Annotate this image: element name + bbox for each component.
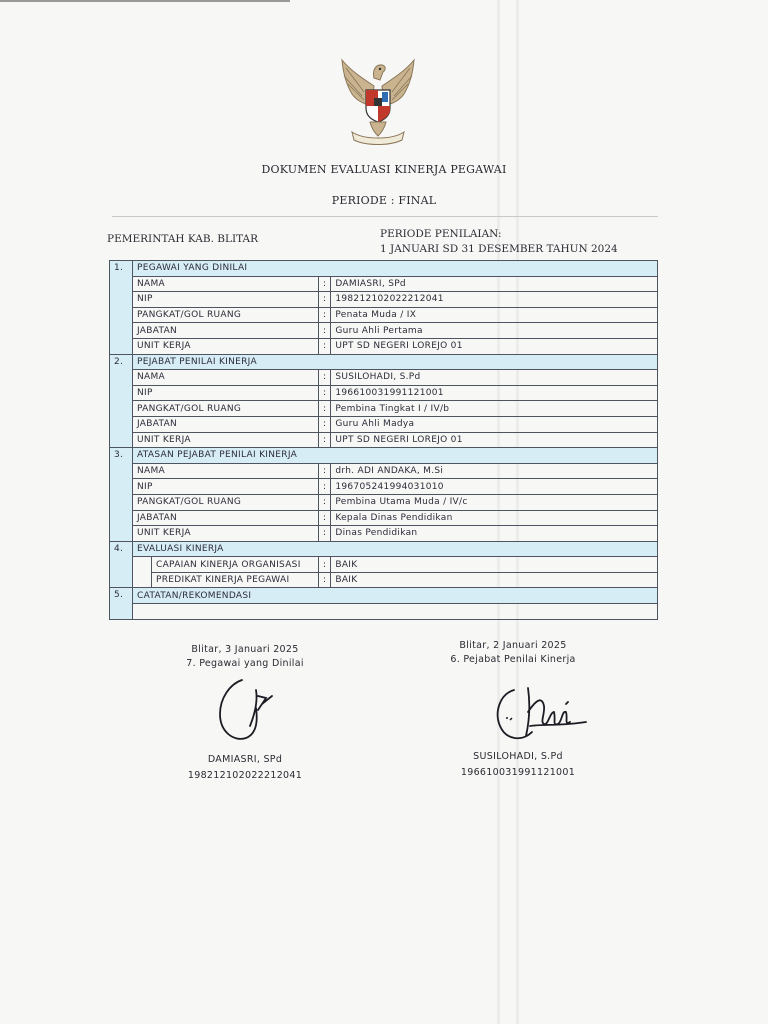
field-label: PANGKAT/GOL RUANG [133, 494, 319, 510]
table-row [110, 572, 658, 588]
field-label: JABATAN [133, 323, 319, 339]
garuda-emblem-icon [334, 56, 422, 148]
field-colon: : [319, 494, 331, 510]
scan-edge-line [0, 0, 290, 2]
field-label: NIP [133, 479, 319, 495]
section-header [110, 261, 658, 277]
field-colon: : [319, 401, 331, 417]
left-role: 7. Pegawai yang Dinilai [186, 658, 304, 669]
table-row [110, 494, 658, 510]
field-label: PREDIKAT KINERJA PEGAWAI [152, 572, 319, 588]
section-number: 5. [110, 588, 133, 619]
right-signature-block [418, 640, 608, 665]
section-title: ATASAN PEJABAT PENILAI KINERJA [133, 448, 658, 464]
table-row [110, 370, 658, 386]
section-header [110, 354, 658, 370]
table-row [110, 307, 658, 323]
field-value: Penata Muda / IX [331, 307, 658, 323]
table-row [110, 432, 658, 448]
field-colon: : [319, 432, 331, 448]
field-value: 198212102022212041 [331, 292, 658, 308]
section-title: EVALUASI KINERJA [133, 541, 658, 557]
field-colon: : [319, 307, 331, 323]
field-colon: : [319, 338, 331, 354]
field-label: PANGKAT/GOL RUANG [133, 307, 319, 323]
document-title: DOKUMEN EVALUASI KINERJA PEGAWAI [261, 163, 507, 176]
field-label: CAPAIAN KINERJA ORGANISASI [152, 557, 319, 573]
section-number: 4. [110, 541, 133, 588]
left-place-date: Blitar, 3 Januari 2025 [191, 644, 299, 655]
catatan-value [133, 604, 658, 620]
field-label: JABATAN [133, 416, 319, 432]
field-value: Guru Ahli Pertama [331, 323, 658, 339]
section-header [110, 588, 658, 604]
section-number: 1. [110, 261, 133, 355]
field-colon: : [319, 416, 331, 432]
field-value: UPT SD NEGERI LOREJO 01 [331, 338, 658, 354]
section-title: PEGAWAI YANG DINILAI [133, 261, 658, 277]
field-value: drh. ADI ANDAKA, M.Si [331, 463, 658, 479]
table-row [110, 557, 658, 573]
field-value: Pembina Tingkat I / IV/b [331, 401, 658, 417]
section-number: 3. [110, 448, 133, 542]
field-value: SUSILOHADI, S.Pd [331, 370, 658, 386]
field-value: UPT SD NEGERI LOREJO 01 [331, 432, 658, 448]
table-row [110, 292, 658, 308]
section-header [110, 541, 658, 557]
table-row [110, 338, 658, 354]
field-value: BAIK [331, 557, 658, 573]
field-value: Dinas Pendidikan [331, 526, 658, 542]
field-colon: : [319, 526, 331, 542]
right-signer-nip: 196610031991121001 [460, 767, 576, 778]
table-row [110, 416, 658, 432]
field-colon: : [319, 510, 331, 526]
left-signer-name: DAMIASRI, SPd [207, 754, 283, 765]
instansi-label: PEMERINTAH KAB. BLITAR [107, 233, 259, 245]
left-signer-nip: 198212102022212041 [187, 770, 303, 781]
field-label: UNIT KERJA [133, 432, 319, 448]
section-number: 2. [110, 354, 133, 448]
right-signer [423, 751, 613, 778]
right-place-date: Blitar, 2 Januari 2025 [459, 640, 567, 651]
table-row [110, 276, 658, 292]
periode-penilaian-label: PERIODE PENILAIAN: [380, 228, 502, 240]
field-colon: : [319, 370, 331, 386]
field-label: NAMA [133, 463, 319, 479]
field-label: NIP [133, 292, 319, 308]
field-colon: : [319, 463, 331, 479]
right-signer-name: SUSILOHADI, S.Pd [473, 751, 563, 762]
field-colon: : [319, 276, 331, 292]
field-colon: : [319, 557, 331, 573]
table-row [110, 323, 658, 339]
left-signature-block [150, 644, 340, 669]
periode-label: PERIODE : FINAL [331, 194, 437, 207]
field-value: BAIK [331, 572, 658, 588]
field-value: Guru Ahli Madya [331, 416, 658, 432]
field-colon: : [319, 323, 331, 339]
divider [112, 216, 658, 217]
right-role: 6. Pejabat Penilai Kinerja [450, 654, 576, 665]
field-colon: : [319, 479, 331, 495]
table-row [110, 604, 658, 620]
periode-penilaian-value: 1 JANUARI SD 31 DESEMBER TAHUN 2024 [380, 243, 618, 255]
field-colon: : [319, 572, 331, 588]
table-row [110, 463, 658, 479]
field-label: UNIT KERJA [133, 526, 319, 542]
field-label: NIP [133, 385, 319, 401]
table-row [110, 510, 658, 526]
field-colon: : [319, 292, 331, 308]
field-label: JABATAN [133, 510, 319, 526]
field-label: NAMA [133, 370, 319, 386]
section-header [110, 448, 658, 464]
table-row [110, 401, 658, 417]
section-title: PEJABAT PENILAI KINERJA [133, 354, 658, 370]
field-label: NAMA [133, 276, 319, 292]
field-colon: : [319, 385, 331, 401]
evaluation-table [109, 260, 658, 620]
table-row [110, 479, 658, 495]
left-handwritten-signature [212, 676, 276, 746]
field-label: UNIT KERJA [133, 338, 319, 354]
field-value: 196610031991121001 [331, 385, 658, 401]
field-label: PANGKAT/GOL RUANG [133, 401, 319, 417]
field-value: DAMIASRI, SPd [331, 276, 658, 292]
field-value: 196705241994031010 [331, 479, 658, 495]
field-value: Kepala Dinas Pendidikan [331, 510, 658, 526]
table-row [110, 385, 658, 401]
field-value: Pembina Utama Muda / IV/c [331, 494, 658, 510]
left-signer [150, 754, 340, 781]
section-title: CATATAN/REKOMENDASI [133, 588, 658, 604]
table-row [110, 526, 658, 542]
right-handwritten-signature [492, 682, 592, 746]
